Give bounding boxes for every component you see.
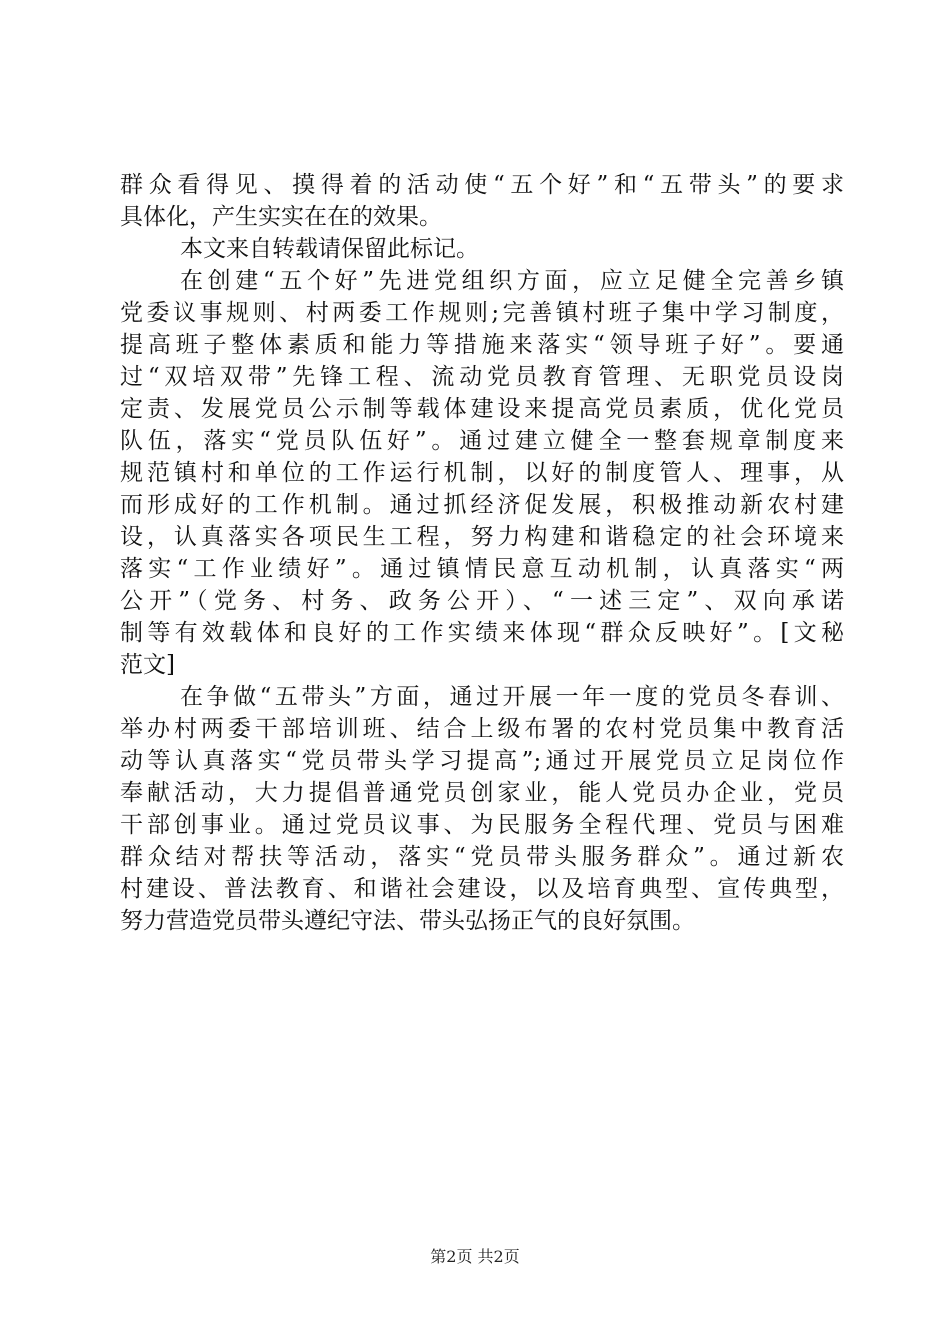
text-line: 动等认真落实“党员带头学习提高”;通过开展党员立足岗位作	[120, 748, 844, 774]
text-line: 公开”（党务、村务、政务公开）、“一述三定”、双向承诺	[120, 588, 844, 614]
text-line: 定责、发展党员公示制等载体建设来提高党员素质，优化党员	[120, 396, 844, 422]
text-line: 本文来自转载请保留此标记。	[180, 236, 479, 262]
text-line: 努力营造党员带头遵纪守法、带头弘扬正气的良好氛围。	[120, 908, 695, 934]
text-line: 群众看得见、摸得着的活动使“五个好”和“五带头”的要求	[120, 172, 844, 198]
text-line: 设，认真落实各项民生工程，努力构建和谐稳定的社会环境来	[120, 524, 844, 550]
text-line: 规范镇村和单位的工作运行机制，以好的制度管人、理事，从	[120, 460, 844, 486]
text-line: 具体化，产生实实在在的效果。	[120, 204, 442, 230]
text-line: 过“双培双带”先锋工程、流动党员教育管理、无职党员设岗	[120, 364, 844, 390]
text-line: 群众结对帮扶等活动，落实“党员带头服务群众”。通过新农	[120, 844, 844, 870]
page-footer: 第2页 共2页	[430, 1247, 520, 1266]
text-line: 范文]	[120, 652, 175, 678]
text-line: 在创建“五个好”先进党组织方面，应立足健全完善乡镇	[180, 268, 844, 294]
text-line: 而形成好的工作机制。通过抓经济促发展，积极推动新农村建	[120, 492, 844, 518]
text-line: 队伍，落实“党员队伍好”。通过建立健全一整套规章制度来	[120, 428, 844, 454]
text-line: 提高班子整体素质和能力等措施来落实“领导班子好”。要通	[120, 332, 844, 358]
text-line: 干部创事业。通过党员议事、为民服务全程代理、党员与困难	[120, 812, 844, 838]
document-body	[120, 169, 844, 937]
text-line: 在争做“五带头”方面，通过开展一年一度的党员冬春训、	[180, 684, 844, 710]
text-line: 奉献活动，大力提倡普通党员创家业，能人党员办企业，党员	[120, 780, 844, 806]
text-line: 村建设、普法教育、和谐社会建设，以及培育典型、宣传典型，	[120, 876, 844, 902]
text-line: 党委议事规则、村两委工作规则;完善镇村班子集中学习制度，	[120, 300, 844, 326]
text-line: 举办村两委干部培训班、结合上级布署的农村党员集中教育活	[120, 716, 844, 742]
text-line: 制等有效载体和良好的工作实绩来体现“群众反映好”。[文秘	[120, 620, 844, 646]
text-line: 落实“工作业绩好”。通过镇情民意互动机制，认真落实“两	[120, 556, 844, 582]
